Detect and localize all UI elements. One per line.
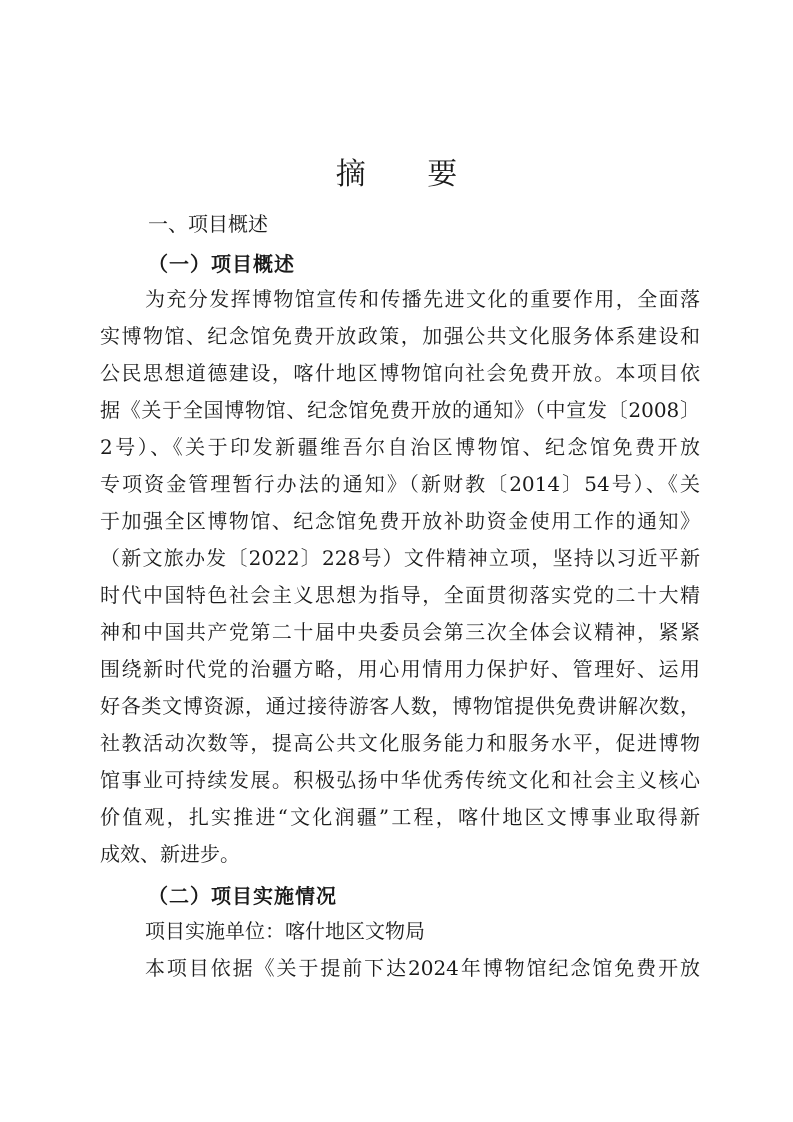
page-title: 摘 要 — [335, 157, 484, 192]
paragraph-line: 专项资金管理暂行办法的通知》（新财教〔2014〕54号）、《关 — [100, 472, 700, 496]
paragraph-line: （新文旅办发〔2022〕228号）文件精神立项，坚持以习近平新 — [100, 546, 700, 570]
paragraph-line: 成效、新进步。 — [100, 842, 240, 866]
paragraph-line: 神和中国共产党第二十届中央委员会第三次全体会议精神，紧紧 — [100, 620, 700, 644]
paragraph-line: 项目实施单位：喀什地区文物局 — [145, 919, 425, 943]
paragraph-line: 公民思想道德建设，喀什地区博物馆向社会免费开放。本项目依 — [100, 361, 700, 385]
paragraph-line: 围绕新时代党的治疆方略，用心用情用力保护好、管理好、运用 — [100, 657, 700, 681]
paragraph-line: 时代中国特色社会主义思想为指导，全面贯彻落实党的二十大精 — [100, 583, 700, 607]
implementation-paragraph — [100, 913, 700, 987]
paragraph-line: 于加强全区博物馆、纪念馆免费开放补助资金使用工作的通知》 — [100, 509, 700, 533]
paragraph-line: 价值观，扎实推进“文化润疆”工程，喀什地区文博事业取得新 — [100, 805, 700, 829]
paragraph-line: 社教活动次数等，提高公共文化服务能力和服务水平，促进博物 — [100, 731, 700, 755]
paragraph-line: 实博物馆、纪念馆免费开放政策，加强公共文化服务体系建设和 — [100, 324, 700, 348]
paragraph-line: 据《关于全国博物馆、纪念馆免费开放的通知》（中宣发〔2008〕 — [100, 398, 700, 422]
section-heading-overview: 一、项目概述 — [148, 212, 268, 236]
paragraph-line: 2号）、《关于印发新疆维吾尔自治区博物馆、纪念馆免费开放 — [100, 435, 700, 459]
paragraph-line: 馆事业可持续发展。积极弘扬中华优秀传统文化和社会主义核心 — [100, 768, 700, 792]
paragraph-line: 好各类文博资源，通过接待游客人数，博物馆提供免费讲解次数， — [100, 694, 700, 718]
paragraph-line: 本项目依据《关于提前下达2024年博物馆纪念馆免费开放 — [145, 956, 700, 980]
overview-paragraph — [100, 281, 700, 873]
paragraph-line: 为充分发挥博物馆宣传和传播先进文化的重要作用，全面落 — [145, 287, 700, 311]
subsection-heading-overview: （一）项目概述 — [148, 252, 295, 276]
subsection-heading-implementation: （二）项目实施情况 — [148, 884, 337, 908]
